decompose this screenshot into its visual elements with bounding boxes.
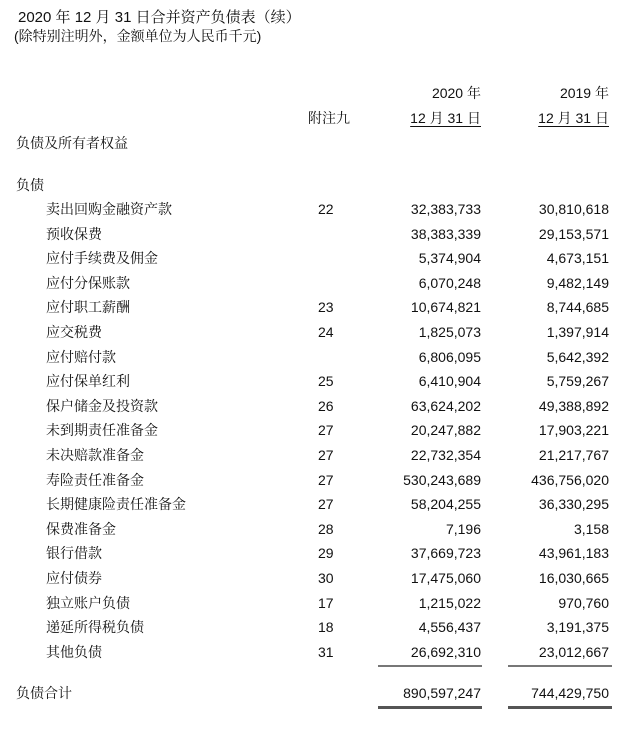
row-value-2019: 970,760: [558, 595, 609, 611]
row-value-2019: 5,642,392: [546, 349, 609, 365]
table-row: [0, 594, 643, 618]
row-note: 24: [318, 324, 334, 340]
row-value-2020: 63,624,202: [410, 398, 481, 414]
row-label: 银行借款: [46, 545, 102, 561]
total-double-line-2020: [378, 706, 482, 709]
row-note: 25: [318, 373, 334, 389]
table-row: [0, 495, 643, 519]
row-label: 长期健康险责任准备金: [46, 496, 186, 512]
row-label: 应付分保账款: [46, 275, 130, 291]
row-label: 保费准备金: [46, 521, 116, 537]
row-value-2019: 1,397,914: [546, 324, 609, 340]
row-value-2019: 436,756,020: [531, 472, 609, 488]
row-value-2019: 3,158: [573, 521, 609, 537]
table-row: [0, 643, 643, 667]
row-value-2020: 26,692,310: [410, 644, 481, 660]
table-row: [0, 298, 643, 322]
row-label: 应付职工薪酬: [46, 299, 130, 315]
row-value-2020: 6,410,904: [418, 373, 481, 389]
row-note: 22: [318, 201, 334, 217]
row-value-2020: 1,825,073: [418, 324, 481, 340]
row-note: 29: [318, 545, 334, 561]
col-2019-year: 2019 年: [559, 85, 609, 101]
row-note: 23: [318, 299, 334, 315]
row-note: 31: [318, 644, 334, 660]
table-row: [0, 618, 643, 642]
total-2019: 744,429,750: [531, 685, 609, 701]
row-label: 应付赔付款: [46, 349, 116, 365]
row-value-2019: 23,012,667: [538, 644, 609, 660]
subtotal-line-2020: [378, 665, 482, 667]
total-row: [0, 684, 643, 708]
row-label: 应交税费: [46, 324, 102, 340]
table-row: [0, 348, 643, 372]
row-label: 未到期责任准备金: [46, 422, 158, 438]
row-label: 未决赔款准备金: [46, 447, 144, 463]
row-note: 18: [318, 619, 334, 635]
document-title: 2020 年 12 月 31 日合并资产负债表（续）: [18, 9, 301, 26]
row-note: 27: [318, 496, 334, 512]
row-value-2020: 17,475,060: [410, 570, 481, 586]
table-row: [0, 274, 643, 298]
table-row: [0, 569, 643, 593]
row-value-2020: 10,674,821: [410, 299, 481, 315]
row-label: 应付债券: [46, 570, 102, 586]
row-value-2019: 43,961,183: [538, 545, 609, 561]
row-value-2019: 5,759,267: [546, 373, 609, 389]
table-row: [0, 421, 643, 445]
total-double-line-2019: [508, 706, 612, 709]
col-2020-date: 12 月 31 日: [410, 110, 481, 126]
row-note: 26: [318, 398, 334, 414]
row-value-2019: 8,744,685: [546, 299, 609, 315]
row-value-2019: 3,191,375: [546, 619, 609, 635]
row-value-2020: 7,196: [445, 521, 481, 537]
row-value-2019: 21,217,767: [538, 447, 609, 463]
row-value-2020: 530,243,689: [403, 472, 481, 488]
row-value-2019: 9,482,149: [546, 275, 609, 291]
table-row: [0, 372, 643, 396]
table-row: [0, 249, 643, 273]
row-note: 27: [318, 422, 334, 438]
row-label: 应付保单红利: [46, 373, 130, 389]
total-2020: 890,597,247: [403, 685, 481, 701]
row-value-2020: 6,070,248: [418, 275, 481, 291]
row-value-2020: 38,383,339: [410, 226, 481, 242]
row-note: 30: [318, 570, 334, 586]
row-value-2019: 30,810,618: [538, 201, 609, 217]
table-row: [0, 471, 643, 495]
row-value-2019: 16,030,665: [538, 570, 609, 586]
section-liabilities-header: 负债: [16, 177, 44, 193]
row-value-2020: 20,247,882: [410, 422, 481, 438]
row-note: 28: [318, 521, 334, 537]
row-value-2020: 22,732,354: [410, 447, 481, 463]
row-note: 17: [318, 595, 334, 611]
row-value-2020: 5,374,904: [418, 250, 481, 266]
row-value-2020: 32,383,733: [410, 201, 481, 217]
row-value-2020: 6,806,095: [418, 349, 481, 365]
table-row: [0, 397, 643, 421]
table-row: [0, 446, 643, 470]
row-note: 27: [318, 447, 334, 463]
row-value-2020: 58,204,255: [410, 496, 481, 512]
row-value-2019: 49,388,892: [538, 398, 609, 414]
table-row: [0, 225, 643, 249]
note-column-header: 附注九: [308, 110, 350, 126]
document-subtitle: (除特别注明外，金额单位为人民币千元): [14, 28, 262, 44]
subtotal-line-2019: [508, 665, 612, 667]
col-2020-year: 2020 年: [431, 85, 481, 101]
row-label: 递延所得税负债: [46, 619, 144, 635]
col-2019-date: 12 月 31 日: [538, 110, 609, 126]
row-value-2020: 4,556,437: [418, 619, 481, 635]
table-row: [0, 323, 643, 347]
table-row: [0, 544, 643, 568]
row-note: 27: [318, 472, 334, 488]
row-label: 卖出回购金融资产款: [46, 201, 172, 217]
row-label: 保户储金及投资款: [46, 398, 158, 414]
row-label: 寿险责任准备金: [46, 472, 144, 488]
row-value-2019: 29,153,571: [538, 226, 609, 242]
row-label: 预收保费: [46, 226, 102, 242]
section-equity-header: 负债及所有者权益: [16, 135, 128, 151]
row-value-2019: 36,330,295: [538, 496, 609, 512]
row-value-2019: 17,903,221: [538, 422, 609, 438]
table-row: [0, 520, 643, 544]
table-row: [0, 200, 643, 224]
row-value-2019: 4,673,151: [546, 250, 609, 266]
row-label: 其他负债: [46, 644, 102, 660]
row-label: 独立账户负债: [46, 595, 130, 611]
row-value-2020: 37,669,723: [410, 545, 481, 561]
row-label: 应付手续费及佣金: [46, 250, 158, 266]
total-label: 负债合计: [16, 685, 72, 701]
row-value-2020: 1,215,022: [418, 595, 481, 611]
